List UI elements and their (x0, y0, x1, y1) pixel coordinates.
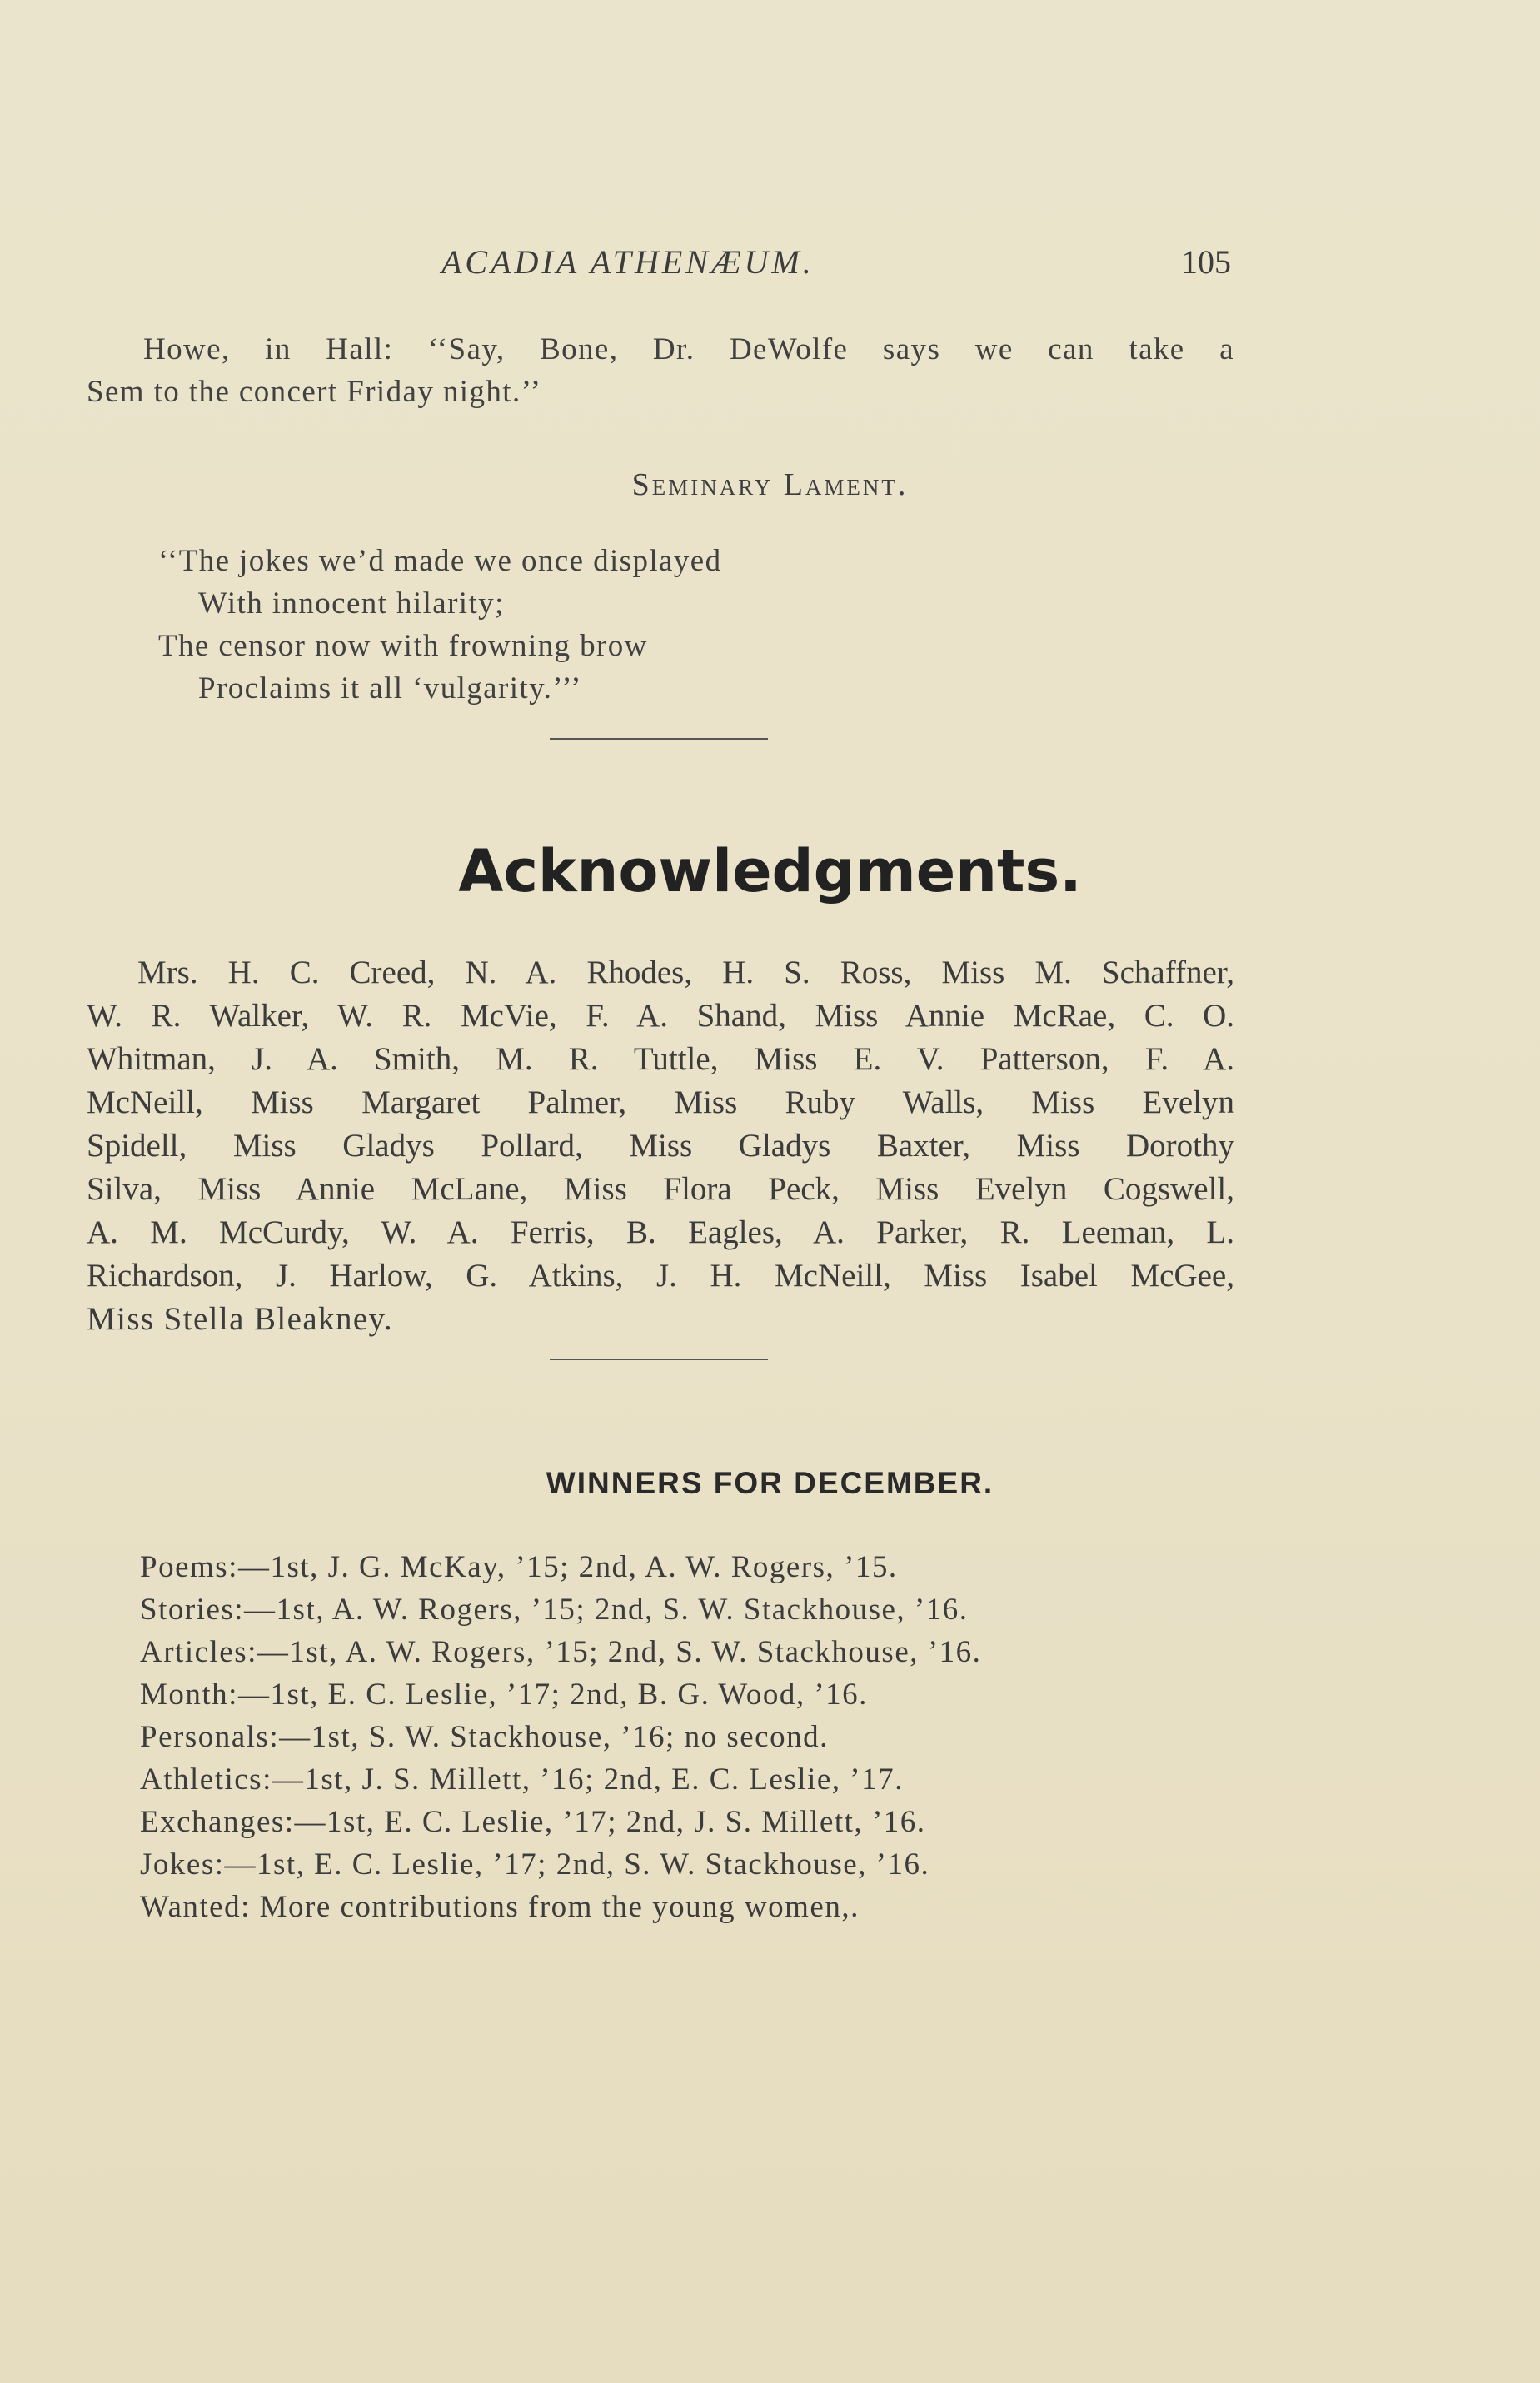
intro-line-1: Howe, in Hall: ‘‘Say, Bone, Dr. DeWolfe says we can take a (143, 332, 1234, 366)
ack-line-5: Spidell, Miss Gladys Pollard, Miss Gladys Baxter, Miss Dorothy (87, 1128, 1234, 1164)
ack-line-7: A. M. McCurdy, W. A. Ferris, B. Eagles, A. Parker, R. Leeman, L. (87, 1214, 1234, 1250)
poem-title (0, 466, 1540, 503)
ack-line-9: Miss Stella Bleakney. (87, 1301, 394, 1337)
poem-title-text: Seminary Lament. (631, 467, 909, 502)
poem-line-4: Proclaims it all ‘vulgarity.’’’ (198, 671, 582, 705)
ack-line-4: McNeill, Miss Margaret Palmer, Miss Ruby Walls, Miss Evelyn (87, 1084, 1234, 1120)
poem-line-3: The censor now with frowning brow (158, 629, 648, 663)
winner-line-athletics: Athletics:—1st, J. S. Millett, ’16; 2nd, E. C. Leslie, ’17. (140, 1762, 904, 1797)
winner-line-personals: Personals:—1st, S. W. Stackhouse, ’16; no second. (140, 1720, 829, 1754)
winner-line-poems: Poems:—1st, J. G. McKay, ’15; 2nd, A. W. Rogers, ’15. (140, 1550, 898, 1584)
journal-title: ACADIA ATHENÆUM. (441, 243, 815, 281)
poem-line-1: ‘‘The jokes we’d made we once displayed (158, 544, 722, 578)
ack-line-3: Whitman, J. A. Smith, M. R. Tuttle, Miss E. V. Patterson, F. A. (87, 1041, 1234, 1077)
ack-line-2: W. R. Walker, W. R. McVie, F. A. Shand, Miss Annie McRae, C. O. (87, 998, 1234, 1034)
poem-line-2: With innocent hilarity; (198, 586, 505, 621)
winner-line-exchanges: Exchanges:—1st, E. C. Leslie, ’17; 2nd, J. S. Millett, ’16. (140, 1805, 926, 1839)
winners-heading: WINNERS FOR DECEMBER. (546, 1466, 994, 1500)
running-head (0, 242, 1540, 284)
winner-line-jokes: Jokes:—1st, E. C. Leslie, ’17; 2nd, S. W. Stackhouse, ’16. (140, 1847, 930, 1882)
section-divider-2 (550, 1359, 768, 1360)
ack-line-8: Richardson, J. Harlow, G. Atkins, J. H. McNeill, Miss Isabel McGee, (87, 1258, 1234, 1294)
section-divider-1 (550, 738, 768, 740)
ack-line-6: Silva, Miss Annie McLane, Miss Flora Peck, Miss Evelyn Cogswell, (87, 1171, 1234, 1207)
acknowledgments-heading: Acknowledgments. (458, 837, 1082, 905)
winner-line-stories: Stories:—1st, A. W. Rogers, ’15; 2nd, S. W. Stackhouse, ’16. (140, 1593, 969, 1627)
intro-line-2: Sem to the concert Friday night.’’ (87, 375, 542, 409)
winner-line-month: Month:—1st, E. C. Leslie, ’17; 2nd, B. G. Wood, ’16. (140, 1678, 868, 1712)
winner-line-articles: Articles:—1st, A. W. Rogers, ’15; 2nd, S. W. Stackhouse, ’16. (140, 1635, 982, 1669)
ack-line-1: Mrs. H. C. Creed, N. A. Rhodes, H. S. Ross, Miss M. Schaffner, (137, 955, 1234, 990)
page-number: 105 (1181, 243, 1231, 281)
winner-line-wanted: Wanted: More contributions from the young women,. (140, 1890, 860, 1924)
